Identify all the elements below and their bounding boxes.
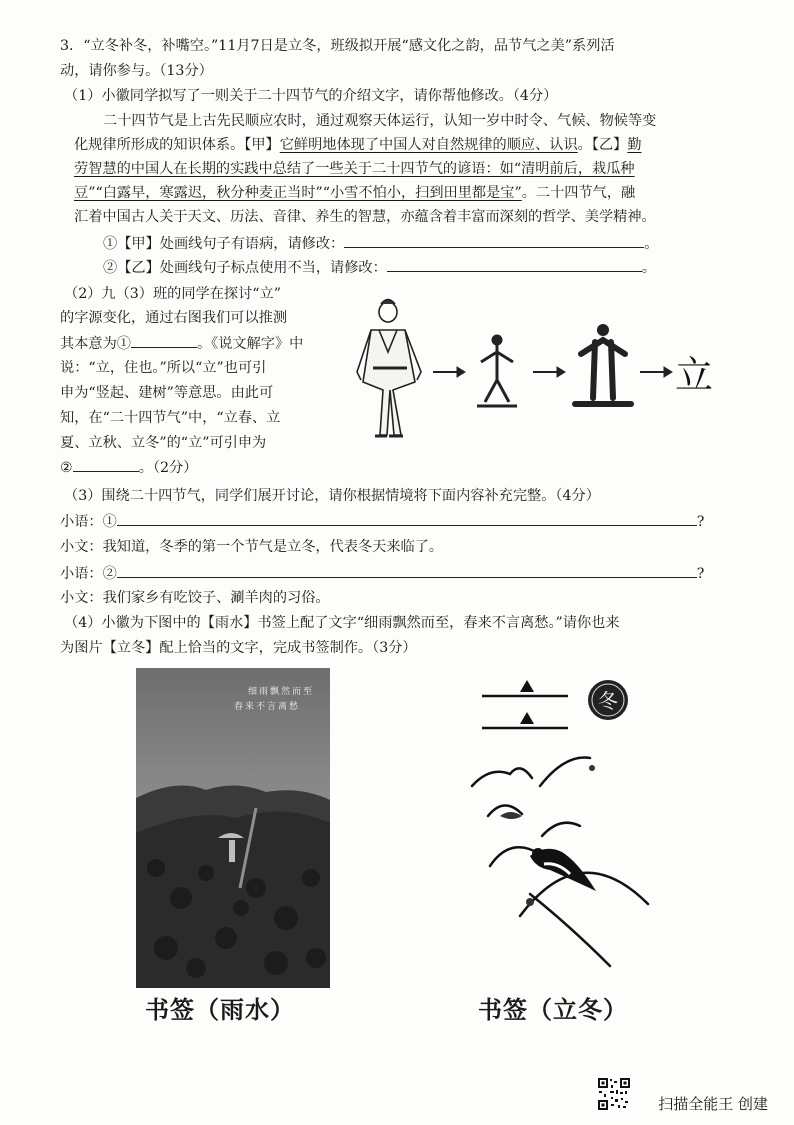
part1-prompt: （1）小徽同学拟写了一则关于二十四节气的介绍文字，请你帮他修改。（4分） bbox=[64, 88, 558, 104]
bookmark-start-of-winter-caption: 书签（立冬） bbox=[478, 995, 628, 1024]
dialogue-line-1: 小语：① ? bbox=[60, 511, 704, 532]
part4-prompt-2: 为图片【立冬】配上恰当的文字，完成书签制作。（3分） bbox=[60, 640, 417, 656]
answer-blank-1[interactable] bbox=[344, 233, 644, 248]
standing-person-illustration bbox=[357, 300, 421, 437]
arrow-icon bbox=[433, 367, 465, 377]
modern-li-character: 立 bbox=[675, 353, 714, 397]
part4-prompt-1: （4）小徽为下图中的【雨水】书签上配了文字“细雨飘然而至，春来不言离愁。”请你也来 bbox=[64, 615, 620, 631]
part2-line-3: 其本意为① 。《说文解字》中 bbox=[60, 333, 303, 354]
dialogue-line-4: 小文：我们家乡有吃饺子、涮羊肉的习俗。 bbox=[60, 590, 330, 606]
answer-blank-2[interactable] bbox=[387, 257, 642, 272]
svg-text:细雨飘然而至: 细雨飘然而至 bbox=[248, 687, 315, 697]
part3-prompt: （3）围绕二十四节气，同学们展开讨论，请你根据情境将下面内容补充完整。（4分） bbox=[64, 488, 600, 504]
answer-blank-dialogue-1[interactable] bbox=[117, 511, 697, 526]
character-evolution-figure bbox=[345, 290, 725, 455]
passage-line-3: 劳智慧的中国人在长期的实践中总结了一些关于二十四节气的谚语：如“清明前后，栽瓜种 bbox=[74, 161, 635, 177]
scanner-watermark: 扫描全能王 创建 bbox=[658, 1095, 768, 1113]
part2-line-2: 的字源变化，通过右图我们可以推测 bbox=[60, 310, 288, 326]
bookmark-rain-water-image bbox=[136, 668, 330, 988]
sub-question-2: ②【乙】处画线句子标点使用不当，请修改： 。 bbox=[103, 257, 656, 278]
svg-text:冬: 冬 bbox=[598, 689, 618, 713]
arrow-icon bbox=[640, 367, 672, 377]
oracle-bone-li-glyph bbox=[477, 336, 517, 406]
passage-line-1: 二十四节气是上古先民顺应农时，通过观察天体运行，认知一岁中时令、气候、物候等变 bbox=[103, 113, 657, 129]
passage-line-5: 汇着中国古人关于天文、历法、音律、养生的智慧，亦蕴含着丰富而深刻的哲学、美学精神。 bbox=[74, 209, 656, 225]
answer-blank-meaning[interactable] bbox=[73, 457, 139, 472]
question-title-cont: 动，请你参与。（13分） bbox=[60, 63, 213, 79]
svg-text:春来不言离愁: 春来不言离愁 bbox=[234, 702, 301, 712]
sentence-jia: 它鲜明地体现了中国人对自然规律的顺应、认识 bbox=[279, 137, 578, 153]
part2-line-8: ② 。（2分） bbox=[60, 457, 197, 478]
sub-question-1: ①【甲】处画线句子有语病，请修改： 。 bbox=[103, 233, 658, 254]
part2-line-7: 夏、立秋、立冬”的“立”可引申为 bbox=[60, 435, 267, 451]
part2-line-4: 说：“立，住也。”所以“立”也可引 bbox=[60, 360, 267, 376]
winter-seal-icon bbox=[588, 680, 628, 720]
part2-line-1: （2）九（3）班的同学在探讨“立” bbox=[64, 286, 281, 302]
part2-line-6: 知，在“二十四节气”中，“立春、立 bbox=[60, 410, 281, 426]
answer-blank-origin[interactable] bbox=[131, 333, 197, 348]
arrow-icon bbox=[533, 367, 565, 377]
question-title: 3．“立冬补冬，补嘴空。”11月7日是立冬，班级拟开展“感文化之韵，品节气之美”系列活 bbox=[60, 38, 615, 54]
passage-line-4: 豆”“白露早，寒露迟，秋分种麦正当时”“小雪不怕小，扫到田里都是宝”。二十四节气，融 bbox=[74, 185, 636, 201]
answer-blank-dialogue-2[interactable] bbox=[117, 563, 697, 578]
bronze-li-glyph bbox=[575, 324, 631, 404]
passage-line-2: 化规律所形成的知识体系。【甲】它鲜明地体现了中国人对自然规律的顺应、认识。【乙】勤 bbox=[74, 137, 642, 153]
bookmark-start-of-winter-image bbox=[470, 666, 660, 986]
bookmark-rain-water-caption: 书签（雨水） bbox=[145, 995, 295, 1024]
qr-code-icon bbox=[597, 1077, 631, 1111]
dialogue-line-3: 小语：② ? bbox=[60, 563, 704, 584]
dialogue-line-2: 小文：我知道，冬季的第一个节气是立冬，代表冬天来临了。 bbox=[60, 539, 444, 555]
part2-line-5: 申为“竖起、建树”等意思。由此可 bbox=[60, 385, 274, 401]
sentence-yi: 豆”“白露早，寒露迟，秋分种麦正当时”“小雪不怕小，扫到田里都是宝” bbox=[74, 185, 522, 201]
